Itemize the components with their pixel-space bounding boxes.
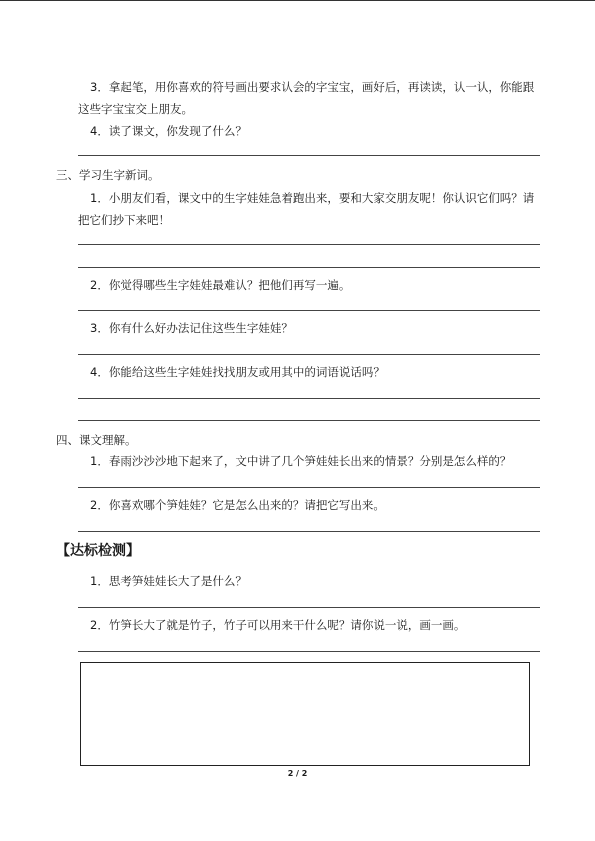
assessment-title: 【达标检测】 (56, 543, 140, 559)
answer-line[interactable] (78, 487, 540, 488)
section-3-question-1-line-2: 把它们抄下来吧！ (78, 213, 170, 227)
question-3-line-2: 这些字宝宝交上朋友。 (78, 102, 193, 116)
section-4-title: 四、课文理解。 (56, 433, 137, 447)
answer-line[interactable] (78, 607, 540, 608)
answer-line[interactable] (78, 155, 540, 156)
question-3-line-1: 3．拿起笔，用你喜欢的符号画出要求认会的字宝宝，画好后，再读读，认一认，你能跟 (90, 80, 535, 94)
answer-line[interactable] (78, 267, 540, 268)
section-4-question-1: 1．春雨沙沙沙地下起来了，文中讲了几个笋娃娃长出来的情景？分别是怎么样的？ (90, 454, 512, 468)
section-3-question-3: 3．你有什么好办法记住这些生字娃娃？ (90, 321, 293, 335)
section-3-question-4: 4．你能给这些生字娃娃找找朋友或用其中的词语说话吗？ (90, 365, 385, 379)
page-number: 2 / 2 (287, 769, 308, 778)
answer-line[interactable] (78, 398, 540, 399)
answer-line[interactable] (78, 420, 540, 421)
answer-line[interactable] (78, 310, 540, 311)
assessment-question-2: 2．竹笋长大了就是竹子，竹子可以用来干什么呢？请你说一说，画一画。 (90, 618, 466, 632)
assessment-question-1: 1．思考笋娃娃长大了是什么？ (90, 574, 247, 588)
answer-line[interactable] (78, 651, 540, 652)
question-4: 4．读了课文，你发现了什么？ (90, 124, 247, 138)
section-4-question-2: 2．你喜欢哪个笋娃娃？它是怎么出来的？请把它写出来。 (90, 498, 385, 512)
section-3-question-1-line-1: 1．小朋友们看，课文中的生字娃娃急着跑出来，要和大家交朋友呢！你认识它们吗？请 (90, 191, 535, 205)
answer-line[interactable] (78, 354, 540, 355)
section-3-question-2: 2．你觉得哪些生字娃娃最难认？把他们再写一遍。 (90, 278, 351, 292)
answer-line[interactable] (78, 244, 540, 245)
drawing-box[interactable] (80, 662, 530, 766)
section-3-title: 三、学习生字新词。 (56, 168, 160, 182)
header-rule (0, 0, 595, 1)
answer-line[interactable] (78, 531, 540, 532)
